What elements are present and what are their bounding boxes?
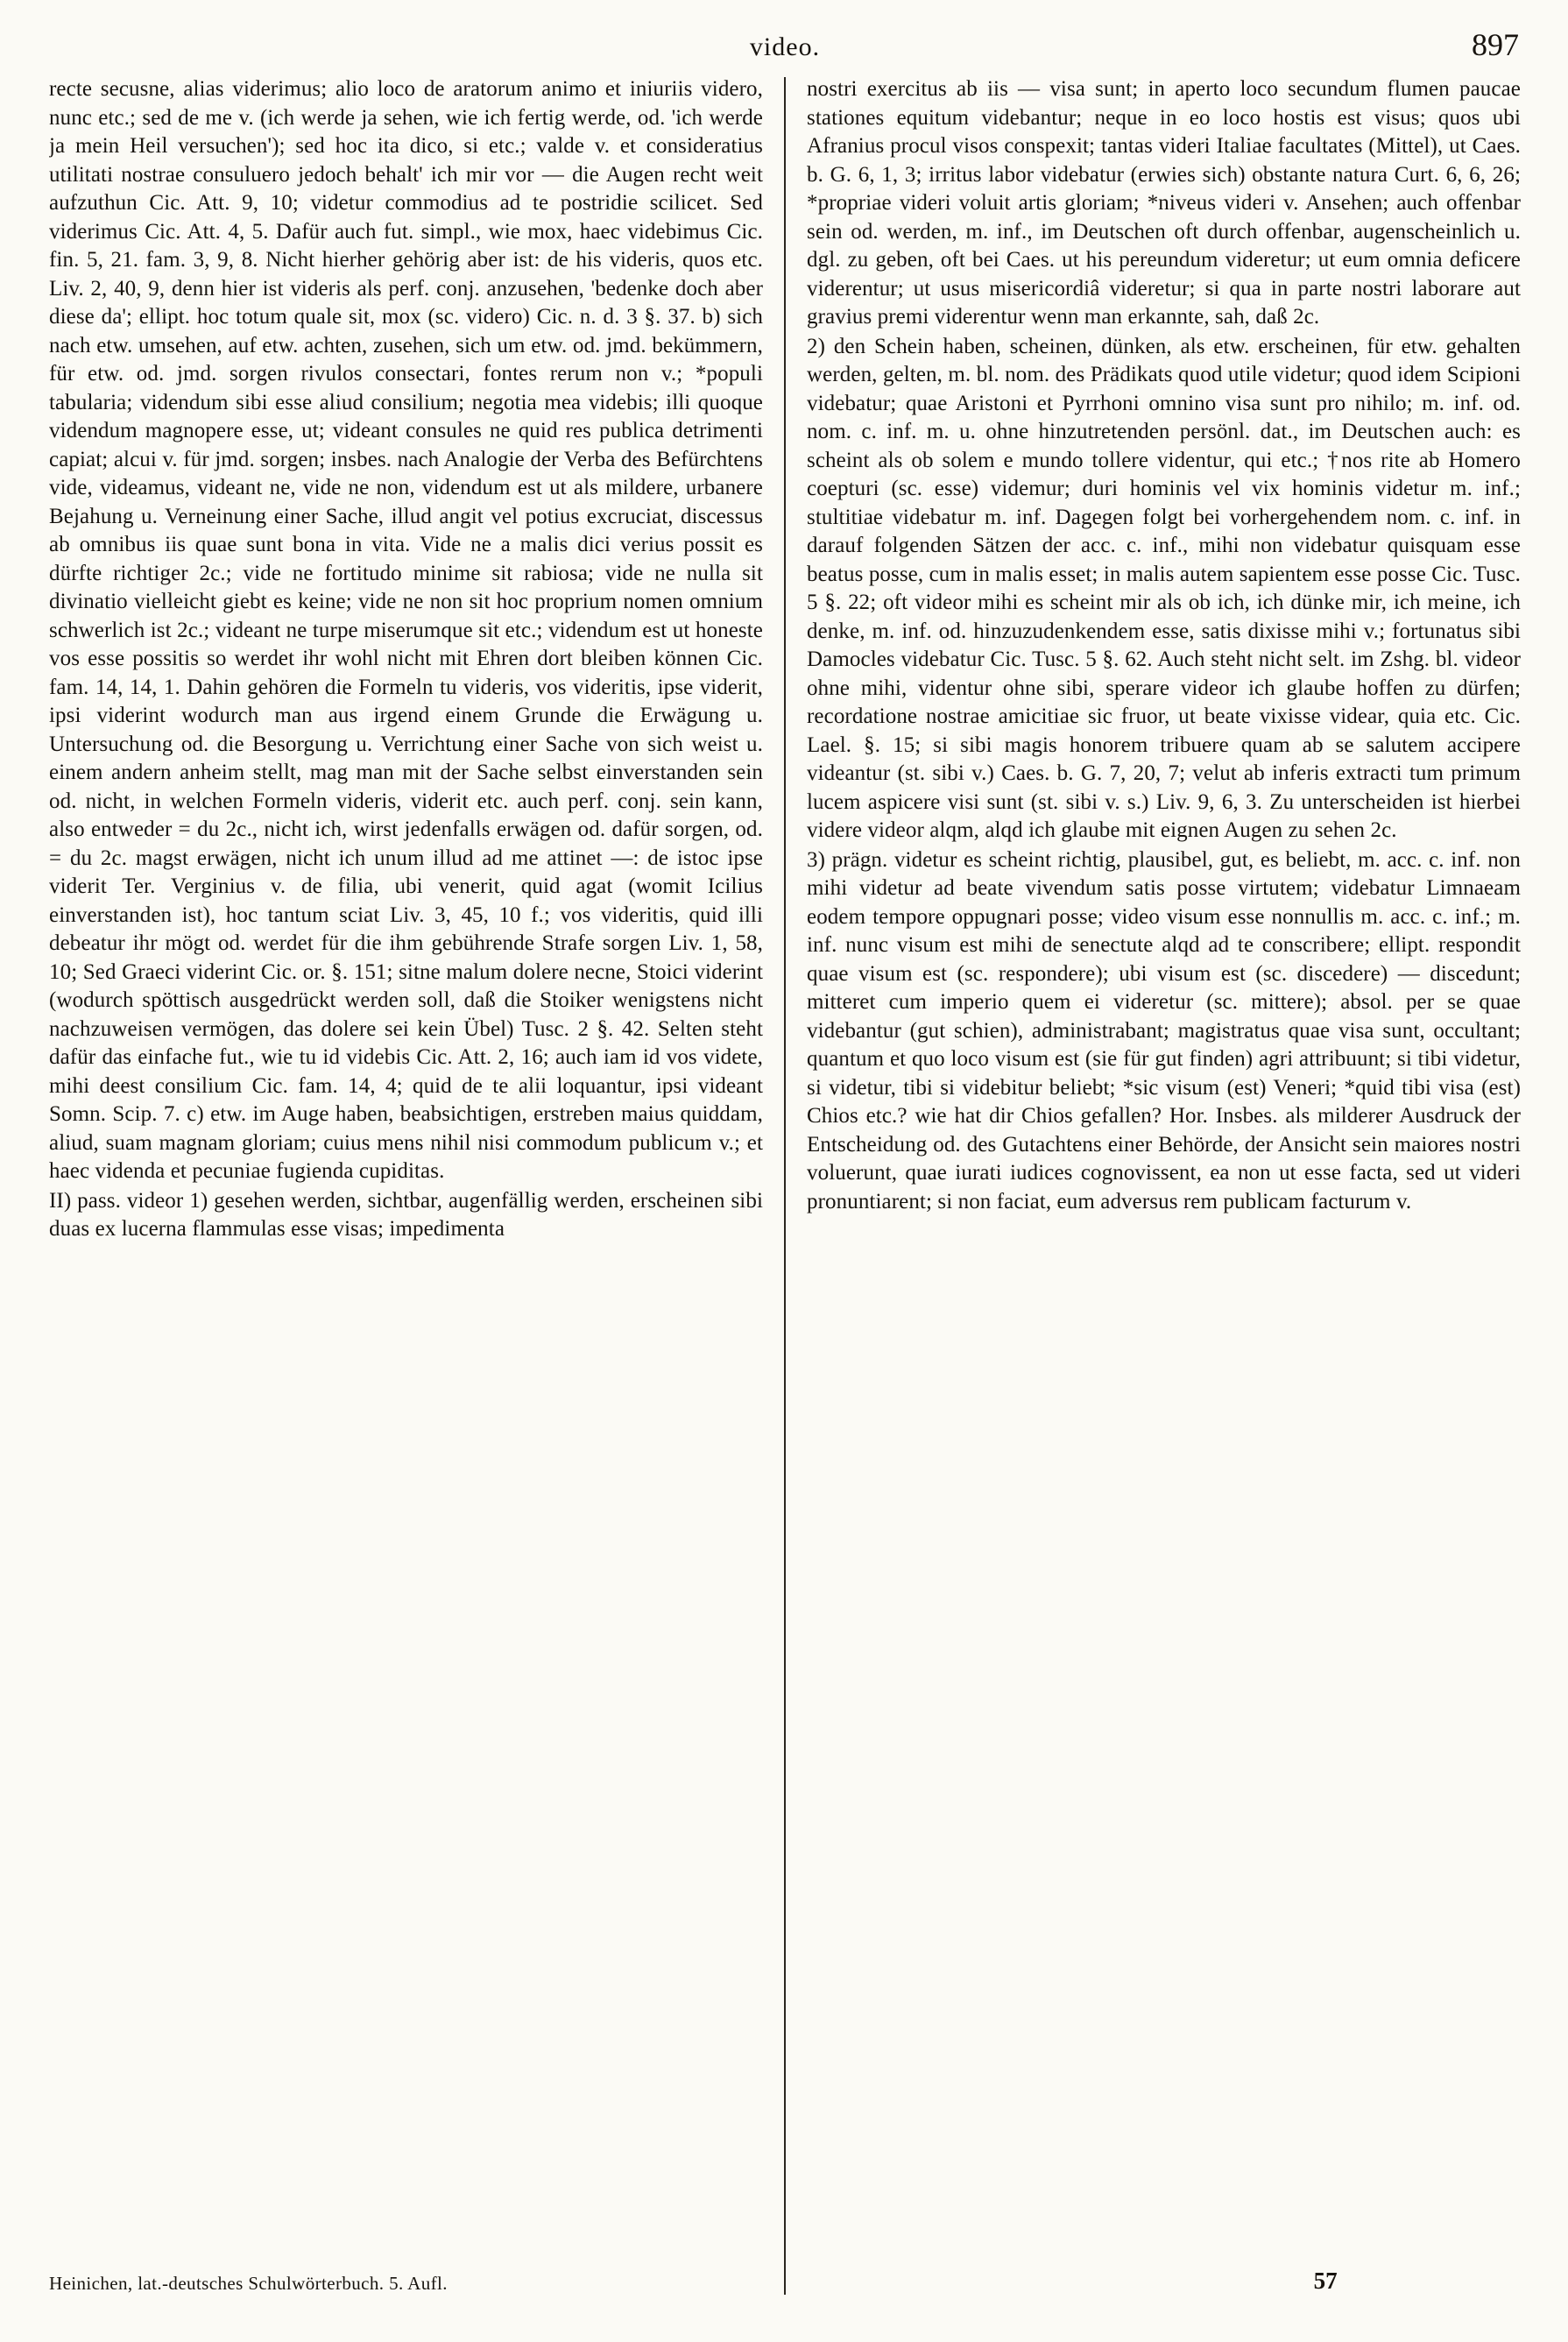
entry-text-continuation: nostri exercitus ab iis — visa sunt; in aperto loco secundum flumen paucae stationes equitum videbantur; neque in eo loco hostis est visus; quos ubi Afranius procul visos conspexit; tantas videri Italiae facultates (Mittel), ut Caes. b. G. 6, 1, 3; irritus labor videbatur (erwies sich) obstante natura Curt. 6, 6, 26; *propriae videri voluit artis gloriam; *niveus videri v. Ansehen; auch offenbar sein od. werden, m. inf., im Deutschen oft durch offenbar, augenscheinlich u. dgl. zu geben, oft bei Caes. ut his pereundum videretur; ut eum omnia deficere viderentur; ut usus misericordiâ videretur; si qua in parte nostri laborare aut gravius premi viderentur wenn man erkannte, sah, daß 2c.: [807, 77, 1521, 329]
left-column: [49, 75, 784, 2295]
entry-text-continuation: recte secusne, alias viderimus; alio loco de aratorum animo et iniuriis videro, nunc etc.; sed de me v. (ich werde ja sehen, wie ich fertig werde, od. 'ich werde ja mein Heil versuchen'); sed hoc ita dico, si etc.; valde v. et consideratius utilitati nostrae consuluero jedoch behalt' ich mir vor — die Augen recht weit aufzuthun Cic. Att. 9, 10; videtur commodius ad te postridie scilicet. Sed viderimus Cic. Att. 4, 5. Dafür auch fut. simpl., wie mox, haec videbimus Cic. fin. 5, 21. fam. 3, 9, 8. Nicht hierher gehörig aber ist: de his videris, quos etc. Liv. 2, 40, 9, denn hier ist videris als perf. conj. anzusehen, 'bedenke doch aber diese da'; ellipt. hoc totum quale sit, mox (sc. videro) Cic. n. d. 3 §. 37. b) sich nach etw. umsehen, auf etw. achten, zusehen, sich um etw. od. jmd. bekümmern, für etw. od. jmd. sorgen rivulos consectari, fontes rerum non v.; *populi tabularia; videndum sibi esse aliud consilium; negotia mea videbis; illi quoque videndum magnopere esse, ut; videant consules ne quid res publica detrimenti capiat; alcui v. für jmd. sorgen; insbes. nach Analogie der Verba des Befürchtens vide, videamus, videant ne, vide ne non, videndum est ut als mildere, urbanere Bejahung u. Verneinung einer Sache, illud angit vel potius excruciat, discessus ab omnibus iis quae sunt bona in vita. Vide ne a malis dici verius possit es dürfte richtiger 2c.; vide ne fortitudo minime sit rabiosa; vide ne nulla sit divinatio vielleicht giebt es keine; vide ne non sit hoc proprium nomen omnium schwerlich ist 2c.; videant ne turpe miserumque sit etc.; videndum est ut honeste vos esse possitis so werdet ihr wohl nicht mit Ehren dort bleiben können Cic. fam. 14, 14, 1. Dahin gehören die Formeln tu videris, vos videritis, ipse viderit, ipsi viderint wodurch man aus irgend einem Grunde die Erwägung u. Untersuchung od. die Besorgung u. Verrichtung einer Sache von sich weist u. einem andern anheim stellt, mag man mit der Sache selbst einverstanden sein od. nicht, in welchen Formeln videris, viderit etc. auch perf. conj. sein kann, also entweder = du 2c., nicht ich, wirst jedenfalls erwägen od. dafür sorgen, od. = du 2c. magst erwägen, nicht ich unum illud ad me attinet —: de istoc ipse viderit Ter. Verginius v. de filia, ubi venerit, quid agat (womit Icilius einverstanden ist), hoc tantum sciat Liv. 3, 45, 10 f.; vos videritis, quid illi debeatur ihr mögt od. werdet für die ihm gebührende Strafe sorgen Liv. 1, 58, 10; Sed Graeci viderint Cic. or. §. 151; sitne malum dolere necne, Stoici viderint (wodurch spöttisch ausgedrückt werden soll, daß die Stoiker wenigstens nicht nachzuweisen vermögen, das dolere sei kein Übel) Tusc. 2 §. 42. Selten steht dafür das einfache fut., wie tu id videbis Cic. Att. 2, 16; auch iam id vos videte, mihi deest consilium Cic. fam. 14, 4; quid de te alii loquantur, ipsi videant Somn. Scip. 7. c) etw. im Auge haben, beabsichtigen, erstreben maius quiddam, aliud, suam magnam gloriam; cuius mens nihil nisi commodum publicum v.; et haec videnda et pecuniae fugienda cupiditas.: [49, 77, 763, 1183]
text-columns: [49, 75, 1521, 2295]
right-column: [786, 75, 1521, 2295]
entry-section-3: 3) prägn. videtur es scheint richtig, plausibel, gut, es beliebt, m. acc. c. inf. non mihi videtur ad beate vivendum satis posse virtutem; videbatur Limnaeam eodem tempore oppugnari posse; video visum esse nonnullis m. acc. c. inf.; m. inf. nunc visum est mihi de senectute alqd ad te conscribere; ellipt. respondit quae visum est (sc. respondere); ubi visum est (sc. discedere) — discedunt; mitteret cum imperio quem ei videretur (sc. mittere); absol. per se quae videbantur (gut schien), administrabant; magistratus quae visa sunt, occultant; quantum et quo loco visum est (sie für gut finden) agri attribuunt; si tibi videtur, si videtur, tibi si videbitur beliebt; *sic visum (est) Veneri; *quid tibi visa (est) Chios etc.? wie hat dir Chios gefallen? Hor. Insbes. als milderer Ausdruck der Entscheidung od. des Gutachtens einer Behörde, der Ansicht sein maiores nostri voluerunt, quae iurati iudices cognovissent, ea non ut esse facta, sed ut videri pronuntiarent; si non faciat, eum adversus rem publicam facturum v.: [807, 847, 1521, 1213]
sheet-signature: 57: [1313, 2268, 1338, 2294]
entry-section-passive: II) pass. videor 1) gesehen werden, sichtbar, augenfällig werden, erscheinen sibi duas ex lucerna flammulas esse visas; impedimenta: [49, 1188, 763, 1241]
page-number: 897: [1472, 27, 1519, 62]
imprint-line: Heinichen, lat.-deutsches Schulwörterbuch. 5. Aufl.: [49, 2273, 448, 2294]
running-title: video.: [749, 32, 821, 61]
entry-section-2: 2) den Schein haben, scheinen, dünken, als etw. erscheinen, für etw. gehalten werden, gelten, m. bl. nom. des Prädikats quod utile videtur; quod idem Scipioni videbatur; quae Aristoni et Pyrrhoni omnino visa sunt pro nihilo; m. inf. od. nom. c. inf. m. u. ohne hinzutretenden persönl. dat., im Deutschen auch: es scheint als ob solem e mundo tollere videntur, qui etc.; †nos rite ab Homero coepturi (sc. esse) videmur; duri hominis vel vix hominis videtur m. inf.; stultitiae videbatur m. inf. Dagegen folgt bei vorhergehendem nom. c. inf. in darauf folgenden Sätzen der acc. c. inf., mihi non videbatur quisquam esse beatus posse, cum in malis esset; in malis autem sapientem esse posse Cic. Tusc. 5 §. 22; oft videor mihi es scheint mir als ob ich, ich dünke mir, ich meine, ich denke, m. inf. od. hinzuzudenkendem esse, satis dixisse mihi v.; fortunatus sibi Damocles videbatur Cic. Tusc. 5 §. 62. Auch steht nicht selt. im Zshg. bl. videor ohne mihi, videntur ohne sibi, sperare videor ich glaube hoffen zu dürfen; recordatione nostrae amicitiae sic fruor, ut beate vixisse videar, quia etc. Cic. Lael. §. 15; si sibi magis honorem tribuere quam ab se salutem accipere videantur (st. sibi v.) Caes. b. G. 7, 20, 7; velut ab inferis extracti tum primum lucem aspicere visi sunt (st. sibi v. s.) Liv. 9, 6, 3. Zu unterscheiden ist hierbei videre videor alqm, alqd ich glaube mit eignen Augen zu sehen 2c.: [807, 334, 1521, 842]
page-header: [49, 23, 1521, 75]
